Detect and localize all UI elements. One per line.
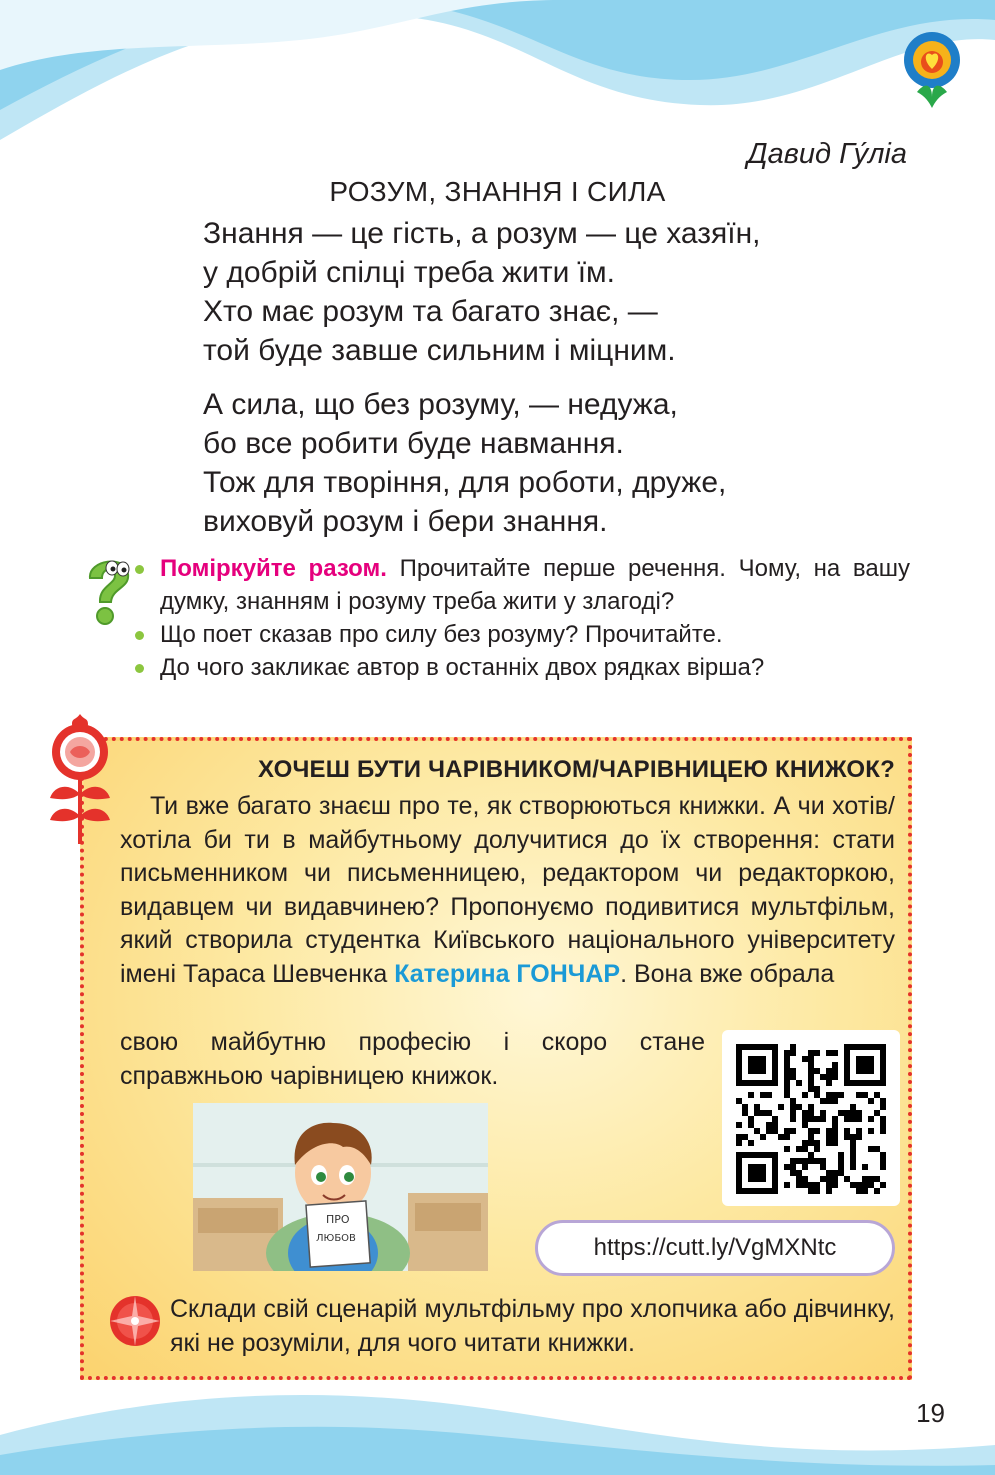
- poem-line: Хто має розум та багато знає, —: [203, 295, 658, 328]
- poem-line: Знання — це гість, а розум — це хазяїн,: [203, 217, 761, 250]
- poem-title: РОЗУМ, ЗНАННЯ І СИЛА: [329, 176, 666, 207]
- question-text: Що поет сказав про силу без розуму? Прочитайте.: [160, 621, 723, 648]
- poem-line: виховуй розум і бери знання.: [203, 505, 608, 538]
- qr-code[interactable]: [722, 1030, 900, 1206]
- poem-line: той буде завше сильним і міцним.: [203, 334, 676, 367]
- box-text-continued: свою майбутню професію і скоро стане справжньою чарівницею книжок.: [120, 1028, 705, 1090]
- bottom-wave-decoration: [0, 1365, 995, 1475]
- cartoon-boy-image: [193, 1103, 488, 1271]
- task-star-icon: [104, 1290, 166, 1352]
- question-text: До чого закликає автор в останніх двох рядках вірша?: [160, 654, 765, 681]
- poem-line: А сила, що без розуму, — недужа,: [203, 388, 678, 421]
- poem-line: Тож для творіння, для роботи, друже,: [203, 466, 727, 499]
- poem-author: Давид Гу́ліа: [747, 138, 907, 170]
- question-lead: Поміркуйте разом.: [160, 555, 387, 582]
- bullet-icon: [135, 631, 144, 640]
- box-text: [120, 790, 895, 992]
- poem-line: бо все робити буде навмання.: [203, 427, 624, 460]
- task-text: Склади свій сценарій мультфільму про хлопчика або дівчинку, які не розуміли, для чого читати книжки.: [170, 1295, 895, 1357]
- question-item: [130, 618, 910, 651]
- red-flower-icon: [48, 712, 112, 847]
- bullet-icon: [135, 664, 144, 673]
- qr-code-icon: [736, 1044, 886, 1194]
- cartoon-boy-illustration: [193, 1103, 488, 1271]
- author-name-highlight: Катерина ГОНЧАР: [394, 959, 621, 988]
- poem-stanza-2: [203, 385, 726, 541]
- question-list: [130, 552, 910, 684]
- bullet-icon: [135, 565, 144, 574]
- sign-text-2: ЛЮБОВ: [316, 1233, 356, 1244]
- video-link[interactable]: https://cutt.ly/VgMXNtc: [535, 1220, 895, 1276]
- sign-text-1: ПРО: [326, 1213, 350, 1226]
- poem-stanza-1: [203, 214, 760, 370]
- question-text: Прочитайте перше речення. Чому, на вашу думку, знанням і розуму треба жити у злагоді?: [160, 555, 910, 615]
- box-text-part1: Ти вже багато знаєш про те, як створюються книжки. А чи хотів/хотіла би ти в майбутньому долучитися до їх створення: стати письменником чи письменницею, редактором чи редакторкою, видавцем чи видавчинею? Пропонуємо подивитися мультфільм, який створила студентка Київського національного університету імені Тараса Шевченка: [120, 792, 895, 988]
- page-number: 19: [916, 1398, 945, 1428]
- question-item: [130, 552, 910, 618]
- flower-ornament-icon: [897, 22, 967, 112]
- poem-line: у добрій спілці треба жити їм.: [203, 256, 615, 289]
- question-item: [130, 651, 910, 684]
- box-title: ХОЧЕШ БУТИ ЧАРІВНИКОМ/ЧАРІВНИЦЕЮ КНИЖОК?: [258, 756, 895, 783]
- top-wave-decoration: [0, 0, 995, 160]
- box-text-part2: . Вона вже обрала: [620, 959, 835, 988]
